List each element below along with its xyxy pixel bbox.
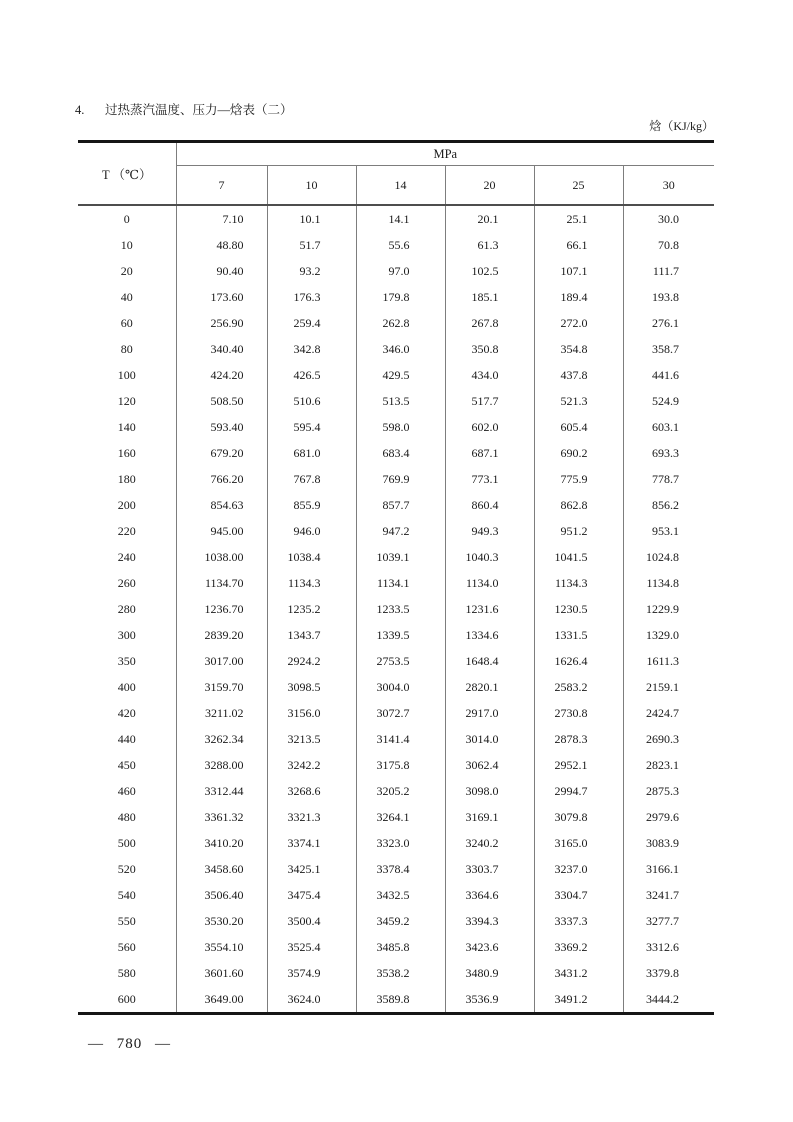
enthalpy-cell: 947.2	[356, 518, 445, 544]
table-row	[78, 804, 714, 830]
enthalpy-cell: 1231.6	[445, 596, 534, 622]
enthalpy-cell: 3379.8	[623, 960, 714, 986]
enthalpy-cell: 683.4	[356, 440, 445, 466]
enthalpy-cell: 107.1	[534, 258, 623, 284]
enthalpy-cell: 2979.6	[623, 804, 714, 830]
enthalpy-cell: 2730.8	[534, 700, 623, 726]
table-row	[78, 700, 714, 726]
enthalpy-cell: 97.0	[356, 258, 445, 284]
enthalpy-cell: 3205.2	[356, 778, 445, 804]
table-row	[78, 960, 714, 986]
enthalpy-cell: 949.3	[445, 518, 534, 544]
section-title-row	[75, 102, 293, 118]
table-row	[78, 648, 714, 674]
table-row	[78, 310, 714, 336]
temperature-cell: 260	[117, 575, 136, 590]
enthalpy-cell: 2952.1	[534, 752, 623, 778]
enthalpy-cell: 3364.6	[445, 882, 534, 908]
enthalpy-cell: 2839.20	[176, 622, 267, 648]
enthalpy-cell: 679.20	[176, 440, 267, 466]
temperature-cell: 350	[117, 653, 136, 668]
enthalpy-cell: 769.9	[356, 466, 445, 492]
enthalpy-cell: 1343.7	[267, 622, 356, 648]
temperature-cell: 580	[117, 965, 136, 980]
enthalpy-cell: 3303.7	[445, 856, 534, 882]
enthalpy-cell: 856.2	[623, 492, 714, 518]
enthalpy-cell: 3554.10	[176, 934, 267, 960]
pressure-header: 20	[445, 166, 534, 206]
enthalpy-cell: 3432.5	[356, 882, 445, 908]
enthalpy-cell: 778.7	[623, 466, 714, 492]
table-row	[78, 986, 714, 1014]
enthalpy-cell: 358.7	[623, 336, 714, 362]
temperature-cell: 400	[117, 679, 136, 694]
enthalpy-cell: 1134.8	[623, 570, 714, 596]
table-row	[78, 856, 714, 882]
table-row	[78, 518, 714, 544]
enthalpy-cell: 1233.5	[356, 596, 445, 622]
enthalpy-cell: 434.0	[445, 362, 534, 388]
temperature-cell: 180	[117, 471, 136, 486]
enthalpy-cell: 3277.7	[623, 908, 714, 934]
table-row	[78, 752, 714, 778]
enthalpy-cell: 951.2	[534, 518, 623, 544]
temperature-cell: 440	[117, 731, 136, 746]
enthalpy-cell: 2753.5	[356, 648, 445, 674]
enthalpy-cell: 3242.2	[267, 752, 356, 778]
enthalpy-cell: 350.8	[445, 336, 534, 362]
temperature-cell: 520	[117, 861, 136, 876]
enthalpy-cell: 1134.0	[445, 570, 534, 596]
enthalpy-cell: 3410.20	[176, 830, 267, 856]
enthalpy-cell: 3312.44	[176, 778, 267, 804]
temperature-cell: 80	[120, 341, 133, 356]
enthalpy-cell: 3459.2	[356, 908, 445, 934]
enthalpy-cell: 2820.1	[445, 674, 534, 700]
temperature-cell: 480	[117, 809, 136, 824]
enthalpy-cell: 3374.1	[267, 830, 356, 856]
enthalpy-cell: 1134.1	[356, 570, 445, 596]
enthalpy-cell: 272.0	[534, 310, 623, 336]
temperature-cell: 20	[120, 263, 133, 278]
enthalpy-cell: 1339.5	[356, 622, 445, 648]
table-row	[78, 284, 714, 310]
temperature-column-header: T （℃）	[78, 142, 176, 206]
pressure-header: 10	[267, 166, 356, 206]
enthalpy-cell: 3423.6	[445, 934, 534, 960]
enthalpy-cell: 193.8	[623, 284, 714, 310]
header-row-group	[78, 142, 714, 166]
enthalpy-cell: 3361.32	[176, 804, 267, 830]
enthalpy-cell: 3491.2	[534, 986, 623, 1014]
enthalpy-cell: 111.7	[623, 258, 714, 284]
enthalpy-cell: 3530.20	[176, 908, 267, 934]
enthalpy-cell: 517.7	[445, 388, 534, 414]
enthalpy-cell: 437.8	[534, 362, 623, 388]
enthalpy-cell: 3323.0	[356, 830, 445, 856]
enthalpy-cell: 424.20	[176, 362, 267, 388]
temperature-cell: 450	[117, 757, 136, 772]
enthalpy-cell: 3156.0	[267, 700, 356, 726]
enthalpy-table	[78, 140, 714, 1015]
temperature-cell: 500	[117, 835, 136, 850]
enthalpy-cell: 2878.3	[534, 726, 623, 752]
enthalpy-cell: 441.6	[623, 362, 714, 388]
enthalpy-cell: 687.1	[445, 440, 534, 466]
enthalpy-cell: 185.1	[445, 284, 534, 310]
enthalpy-cell: 605.4	[534, 414, 623, 440]
pressure-header: 30	[623, 166, 714, 206]
enthalpy-cell: 513.5	[356, 388, 445, 414]
temperature-cell: 240	[117, 549, 136, 564]
enthalpy-cell: 2159.1	[623, 674, 714, 700]
table-row	[78, 882, 714, 908]
enthalpy-cell: 3431.2	[534, 960, 623, 986]
temperature-cell: 460	[117, 783, 136, 798]
enthalpy-cell: 3264.1	[356, 804, 445, 830]
enthalpy-cell: 693.3	[623, 440, 714, 466]
enthalpy-cell: 593.40	[176, 414, 267, 440]
table-row	[78, 570, 714, 596]
unit-label: 焓（KJ/kg）	[649, 119, 714, 133]
enthalpy-cell: 51.7	[267, 232, 356, 258]
enthalpy-cell: 66.1	[534, 232, 623, 258]
enthalpy-cell: 3237.0	[534, 856, 623, 882]
enthalpy-cell: 61.3	[445, 232, 534, 258]
temperature-cell: 0	[123, 211, 130, 226]
enthalpy-cell: 1236.70	[176, 596, 267, 622]
enthalpy-cell: 3017.00	[176, 648, 267, 674]
table-row	[78, 414, 714, 440]
table-row	[78, 830, 714, 856]
enthalpy-cell: 3378.4	[356, 856, 445, 882]
enthalpy-cell: 2690.3	[623, 726, 714, 752]
table-row	[78, 336, 714, 362]
enthalpy-cell: 1611.3	[623, 648, 714, 674]
enthalpy-cell: 3601.60	[176, 960, 267, 986]
enthalpy-cell: 508.50	[176, 388, 267, 414]
enthalpy-cell: 3538.2	[356, 960, 445, 986]
temperature-cell: 40	[120, 289, 133, 304]
enthalpy-cell: 3159.70	[176, 674, 267, 700]
enthalpy-cell: 3444.2	[623, 986, 714, 1014]
table-row	[78, 205, 714, 232]
enthalpy-cell: 30.0	[623, 205, 714, 232]
enthalpy-cell: 2924.2	[267, 648, 356, 674]
enthalpy-cell: 1230.5	[534, 596, 623, 622]
enthalpy-cell: 510.6	[267, 388, 356, 414]
pressure-group-header: MPa	[176, 142, 714, 166]
enthalpy-cell: 854.63	[176, 492, 267, 518]
table-row	[78, 232, 714, 258]
enthalpy-cell: 3458.60	[176, 856, 267, 882]
enthalpy-cell: 3649.00	[176, 986, 267, 1014]
enthalpy-cell: 55.6	[356, 232, 445, 258]
enthalpy-cell: 3589.8	[356, 986, 445, 1014]
temperature-cell: 280	[117, 601, 136, 616]
enthalpy-cell: 3098.5	[267, 674, 356, 700]
enthalpy-cell: 3321.3	[267, 804, 356, 830]
enthalpy-cell: 426.5	[267, 362, 356, 388]
enthalpy-cell: 3268.6	[267, 778, 356, 804]
enthalpy-cell: 953.1	[623, 518, 714, 544]
temperature-cell: 220	[117, 523, 136, 538]
enthalpy-cell: 259.4	[267, 310, 356, 336]
table-row	[78, 908, 714, 934]
table-row	[78, 388, 714, 414]
enthalpy-cell: 1038.4	[267, 544, 356, 570]
enthalpy-cell: 3062.4	[445, 752, 534, 778]
enthalpy-cell: 595.4	[267, 414, 356, 440]
enthalpy-cell: 3098.0	[445, 778, 534, 804]
temperature-cell: 540	[117, 887, 136, 902]
enthalpy-cell: 179.8	[356, 284, 445, 310]
enthalpy-cell: 2994.7	[534, 778, 623, 804]
enthalpy-cell: 773.1	[445, 466, 534, 492]
table-row	[78, 362, 714, 388]
enthalpy-cell: 524.9	[623, 388, 714, 414]
temperature-cell: 560	[117, 939, 136, 954]
enthalpy-cell: 862.8	[534, 492, 623, 518]
enthalpy-cell: 3175.8	[356, 752, 445, 778]
temperature-cell: 160	[117, 445, 136, 460]
enthalpy-cell: 3480.9	[445, 960, 534, 986]
table-row	[78, 596, 714, 622]
enthalpy-cell: 2583.2	[534, 674, 623, 700]
enthalpy-cell: 1229.9	[623, 596, 714, 622]
enthalpy-cell: 1648.4	[445, 648, 534, 674]
enthalpy-cell: 2875.3	[623, 778, 714, 804]
enthalpy-cell: 3240.2	[445, 830, 534, 856]
enthalpy-cell: 354.8	[534, 336, 623, 362]
enthalpy-cell: 2424.7	[623, 700, 714, 726]
enthalpy-cell: 3506.40	[176, 882, 267, 908]
enthalpy-cell: 48.80	[176, 232, 267, 258]
table-body	[78, 205, 714, 1014]
enthalpy-cell: 3211.02	[176, 700, 267, 726]
table-row	[78, 440, 714, 466]
section-title: 过热蒸汽温度、压力—焓表（二）	[105, 103, 293, 117]
enthalpy-cell: 603.1	[623, 414, 714, 440]
temperature-cell: 200	[117, 497, 136, 512]
enthalpy-cell: 93.2	[267, 258, 356, 284]
enthalpy-cell: 3165.0	[534, 830, 623, 856]
table-row	[78, 466, 714, 492]
enthalpy-cell: 1039.1	[356, 544, 445, 570]
enthalpy-cell: 342.8	[267, 336, 356, 362]
temperature-cell: 140	[117, 419, 136, 434]
page-number: — 780 —	[88, 1036, 171, 1052]
enthalpy-cell: 3014.0	[445, 726, 534, 752]
enthalpy-cell: 855.9	[267, 492, 356, 518]
pressure-header: 25	[534, 166, 623, 206]
temperature-cell: 10	[120, 237, 133, 252]
enthalpy-cell: 256.90	[176, 310, 267, 336]
enthalpy-cell: 3425.1	[267, 856, 356, 882]
temperature-cell: 420	[117, 705, 136, 720]
enthalpy-cell: 521.3	[534, 388, 623, 414]
enthalpy-cell: 7.10	[176, 205, 267, 232]
enthalpy-cell: 3166.1	[623, 856, 714, 882]
enthalpy-cell: 90.40	[176, 258, 267, 284]
enthalpy-cell: 3083.9	[623, 830, 714, 856]
enthalpy-cell: 14.1	[356, 205, 445, 232]
enthalpy-cell: 20.1	[445, 205, 534, 232]
enthalpy-cell: 3288.00	[176, 752, 267, 778]
enthalpy-cell: 3574.9	[267, 960, 356, 986]
enthalpy-cell: 767.8	[267, 466, 356, 492]
table-row	[78, 726, 714, 752]
enthalpy-cell: 346.0	[356, 336, 445, 362]
enthalpy-cell: 3169.1	[445, 804, 534, 830]
enthalpy-cell: 3624.0	[267, 986, 356, 1014]
temperature-cell: 550	[117, 913, 136, 928]
enthalpy-cell: 775.9	[534, 466, 623, 492]
temperature-cell: 100	[117, 367, 136, 382]
enthalpy-cell: 1626.4	[534, 648, 623, 674]
enthalpy-cell: 3394.3	[445, 908, 534, 934]
temperature-cell: 300	[117, 627, 136, 642]
enthalpy-cell: 3337.3	[534, 908, 623, 934]
enthalpy-cell: 1334.6	[445, 622, 534, 648]
enthalpy-cell: 1024.8	[623, 544, 714, 570]
enthalpy-cell: 3525.4	[267, 934, 356, 960]
enthalpy-cell: 3262.34	[176, 726, 267, 752]
enthalpy-cell: 429.5	[356, 362, 445, 388]
enthalpy-cell: 189.4	[534, 284, 623, 310]
enthalpy-cell: 1134.70	[176, 570, 267, 596]
table-row	[78, 674, 714, 700]
enthalpy-cell: 25.1	[534, 205, 623, 232]
enthalpy-cell: 1235.2	[267, 596, 356, 622]
table-row	[78, 622, 714, 648]
enthalpy-cell: 173.60	[176, 284, 267, 310]
enthalpy-cell: 10.1	[267, 205, 356, 232]
enthalpy-cell: 102.5	[445, 258, 534, 284]
enthalpy-cell: 3004.0	[356, 674, 445, 700]
temperature-cell: 120	[117, 393, 136, 408]
enthalpy-cell: 1041.5	[534, 544, 623, 570]
table-row	[78, 934, 714, 960]
section-number: 4.	[75, 103, 85, 117]
enthalpy-cell: 1134.3	[267, 570, 356, 596]
enthalpy-cell: 340.40	[176, 336, 267, 362]
table-row	[78, 778, 714, 804]
pressure-header: 14	[356, 166, 445, 206]
enthalpy-cell: 598.0	[356, 414, 445, 440]
enthalpy-cell: 3079.8	[534, 804, 623, 830]
table-row	[78, 544, 714, 570]
enthalpy-cell: 3072.7	[356, 700, 445, 726]
enthalpy-cell: 3304.7	[534, 882, 623, 908]
enthalpy-cell: 276.1	[623, 310, 714, 336]
enthalpy-cell: 3536.9	[445, 986, 534, 1014]
temperature-cell: 600	[117, 991, 136, 1006]
enthalpy-cell: 3369.2	[534, 934, 623, 960]
enthalpy-cell: 1134.3	[534, 570, 623, 596]
enthalpy-cell: 945.00	[176, 518, 267, 544]
enthalpy-cell: 1331.5	[534, 622, 623, 648]
table-row	[78, 492, 714, 518]
table-header	[78, 142, 714, 206]
temperature-cell: 60	[120, 315, 133, 330]
enthalpy-cell: 176.3	[267, 284, 356, 310]
enthalpy-cell: 3241.7	[623, 882, 714, 908]
enthalpy-cell: 602.0	[445, 414, 534, 440]
enthalpy-cell: 267.8	[445, 310, 534, 336]
enthalpy-cell: 70.8	[623, 232, 714, 258]
enthalpy-cell: 681.0	[267, 440, 356, 466]
enthalpy-cell: 2917.0	[445, 700, 534, 726]
enthalpy-cell: 766.20	[176, 466, 267, 492]
pressure-header: 7	[176, 166, 267, 206]
enthalpy-cell: 3213.5	[267, 726, 356, 752]
enthalpy-cell: 690.2	[534, 440, 623, 466]
enthalpy-cell: 860.4	[445, 492, 534, 518]
enthalpy-cell: 857.7	[356, 492, 445, 518]
enthalpy-cell: 3312.6	[623, 934, 714, 960]
enthalpy-cell: 1038.00	[176, 544, 267, 570]
table-row	[78, 258, 714, 284]
enthalpy-cell: 3141.4	[356, 726, 445, 752]
enthalpy-cell: 3500.4	[267, 908, 356, 934]
enthalpy-cell: 1329.0	[623, 622, 714, 648]
enthalpy-cell: 262.8	[356, 310, 445, 336]
enthalpy-cell: 2823.1	[623, 752, 714, 778]
enthalpy-cell: 946.0	[267, 518, 356, 544]
enthalpy-cell: 1040.3	[445, 544, 534, 570]
enthalpy-cell: 3475.4	[267, 882, 356, 908]
enthalpy-cell: 3485.8	[356, 934, 445, 960]
